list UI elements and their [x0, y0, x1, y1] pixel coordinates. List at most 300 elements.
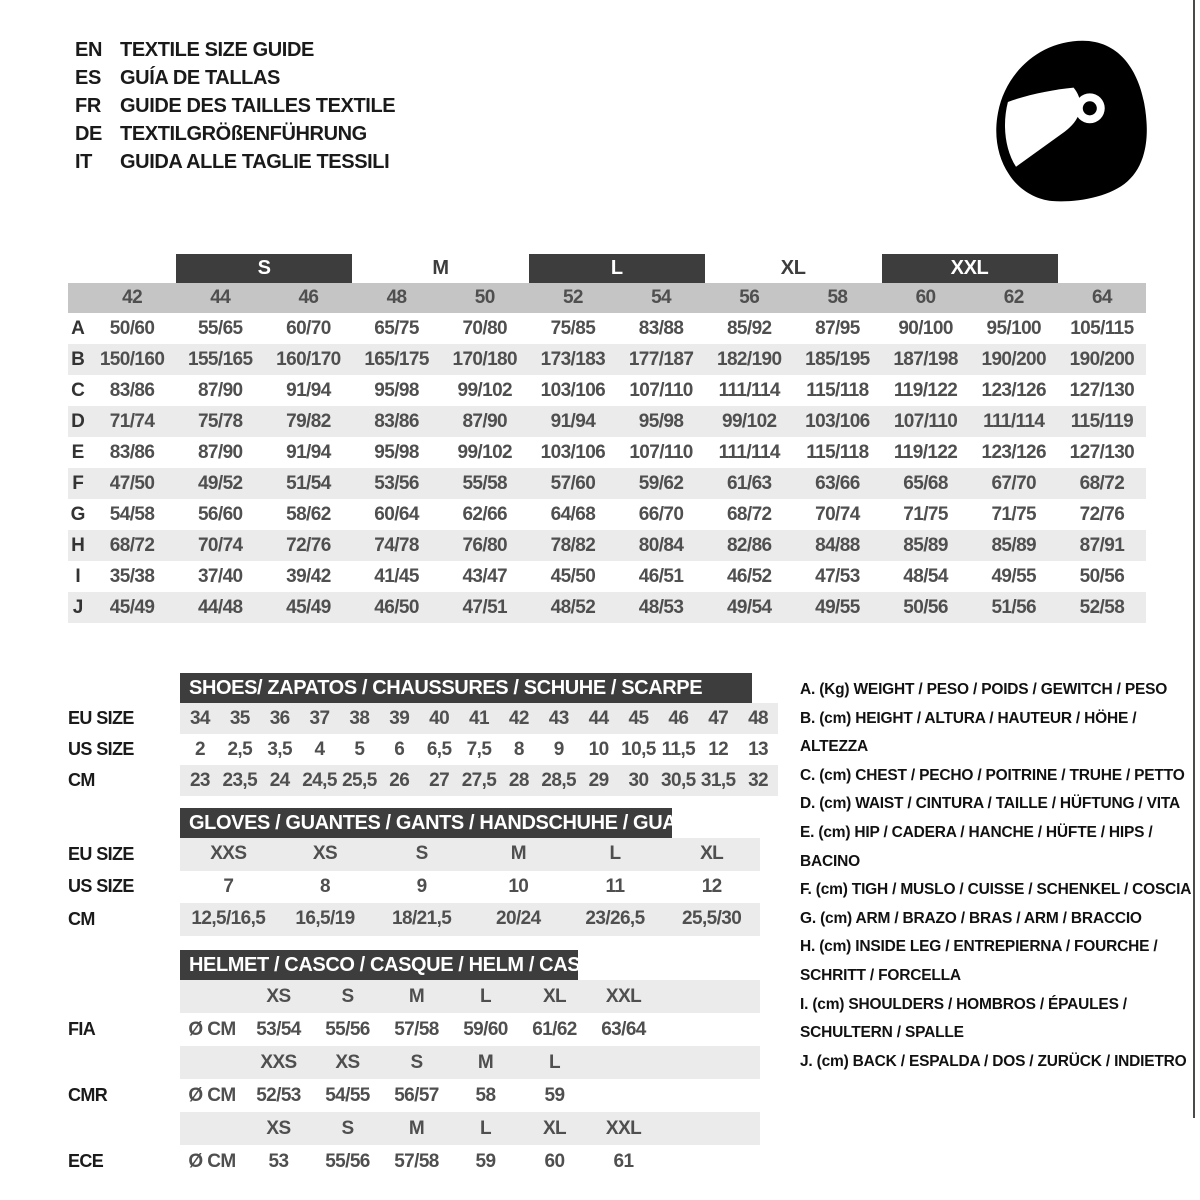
shoes-size-cell: 25,5: [342, 769, 377, 791]
legend-entry: G. (cm) ARM / BRAZO / BRAS / ARM / BRACCIO: [800, 909, 1142, 927]
gloves-size-cell: 25,5/30: [682, 908, 742, 930]
size-cell: 61/63: [726, 472, 772, 494]
size-cell: 111/114: [718, 441, 780, 463]
gloves-size-cell: 20/24: [496, 908, 541, 930]
size-cell: 71/75: [903, 503, 948, 525]
size-cell: 103/106: [805, 410, 870, 432]
size-cell: 47/50: [109, 472, 155, 494]
gloves-size-cell: M: [510, 843, 526, 865]
helmet-row-label: CMR: [68, 1085, 108, 1105]
gloves-size-cell: 12: [701, 875, 722, 897]
gloves-table-title: GLOVES / GUANTES / GANTS / HANDSCHUHE / GUANTI: [180, 808, 672, 838]
gloves-size-cell: XL: [700, 843, 724, 865]
helmet-unit-cell: Ø CM: [188, 1018, 236, 1040]
size-cell: 60/70: [286, 317, 331, 339]
size-column-header: 56: [739, 287, 760, 308]
shoes-size-cell: 46: [668, 707, 689, 729]
helmet-size-cell: M: [408, 985, 425, 1007]
size-cell: 107/110: [893, 410, 958, 432]
shoes-size-cell: 2: [194, 738, 205, 760]
helmet-size-cell: 59/60: [463, 1018, 508, 1040]
language-title: GUÍA DE TALLAS: [120, 66, 280, 89]
size-cell: 58/62: [286, 503, 331, 525]
shoes-size-cell: 8: [513, 738, 524, 760]
gloves-rows: [68, 838, 848, 936]
size-cell: 91/94: [286, 379, 331, 401]
gloves-size-cell: 18/21,5: [392, 908, 452, 930]
helmet-size-cell: 59: [475, 1150, 496, 1172]
size-table-row: [68, 499, 1146, 530]
legend-entry: E. (cm) HIP / CADERA / HANCHE / HÜFTE / HIPS / BACINO: [800, 823, 1153, 870]
helmet-size-cell: L: [479, 985, 491, 1007]
gloves-row: [68, 903, 848, 936]
size-cell: 170/180: [452, 348, 517, 370]
size-cell: 57/60: [550, 472, 596, 494]
helmet-size-cell: 61: [613, 1150, 634, 1172]
shoes-size-cell: 39: [389, 707, 410, 729]
shoes-size-cell: 36: [269, 707, 290, 729]
size-cell: 71/74: [109, 410, 155, 432]
size-cell: 54/58: [109, 503, 155, 525]
measurement-legend: [800, 676, 1196, 1076]
shoes-size-cell: 41: [469, 707, 489, 729]
size-column-header: 60: [915, 287, 936, 308]
size-table-row: [68, 561, 1146, 592]
gloves-size-cell: 7: [223, 875, 234, 897]
shoes-size-cell: 26: [389, 769, 410, 791]
legend-entry: D. (cm) WAIST / CINTURA / TAILLE / HÜFTUNG / VITA: [800, 795, 1180, 813]
size-cell: 48/53: [638, 596, 684, 618]
shoes-size-cell: 38: [349, 707, 370, 729]
size-cell: 64/68: [550, 503, 596, 525]
shoes-size-cell: 23,5: [222, 769, 258, 791]
size-table-row: [68, 530, 1146, 561]
shoes-rows: [68, 703, 848, 796]
helmet-size-cell: 57/58: [394, 1150, 439, 1172]
size-cell: 103/106: [540, 379, 606, 401]
size-cell: 75/78: [197, 410, 243, 432]
size-cell: 123/126: [981, 441, 1046, 463]
row-label: D: [71, 410, 85, 432]
shoes-size-cell: 4: [314, 738, 325, 760]
size-cell: 87/90: [197, 441, 243, 463]
textile-size-table: [68, 254, 1146, 623]
size-cell: 127/130: [1069, 379, 1135, 401]
legend-entry: I. (cm) SHOULDERS / HOMBROS / ÉPAULES / SCHULTERN / SPALLE: [800, 995, 1127, 1042]
row-label: I: [75, 565, 81, 587]
size-column-header: 42: [122, 287, 143, 308]
shoes-row: [68, 734, 848, 765]
helmet-size-cell: 55/56: [325, 1150, 370, 1172]
helmet-size-cell: XS: [266, 1117, 291, 1139]
size-column-header: 62: [1003, 287, 1024, 308]
shoes-row-label: CM: [68, 770, 95, 790]
shoes-size-cell: 6: [394, 738, 405, 760]
size-table-row: [68, 406, 1146, 437]
size-cell: 91/94: [286, 441, 331, 463]
shoes-row: [68, 765, 848, 796]
helmet-unit-cell: Ø CM: [188, 1084, 236, 1106]
size-column-header: 52: [562, 287, 583, 308]
size-cell: 190/200: [981, 348, 1046, 370]
size-cell: 62/66: [462, 503, 508, 525]
size-cell: 65/68: [903, 472, 948, 494]
language-code: FR: [75, 94, 101, 117]
row-label: A: [71, 317, 85, 339]
shoes-size-cell: 37: [309, 707, 330, 729]
size-cell: 46/51: [638, 565, 684, 587]
size-cell: 51/56: [991, 596, 1037, 618]
shoes-size-cell: 11,5: [661, 738, 696, 760]
size-cell: 99/102: [457, 379, 512, 401]
helmet-row-values: [180, 1013, 760, 1046]
size-cell: 72/76: [286, 534, 331, 556]
helmet-table-title: HELMET / CASCO / CASQUE / HELM / CASCO: [180, 950, 578, 980]
size-cell: 91/94: [550, 410, 596, 432]
language-item: [75, 148, 395, 176]
shoes-size-cell: 24,5: [302, 769, 337, 791]
scan-edge-line: [1193, 0, 1195, 1118]
size-cell: 85/89: [903, 534, 948, 556]
gloves-row-label: EU SIZE: [68, 843, 134, 864]
size-band-m: M: [432, 257, 449, 279]
size-cell: 48/52: [550, 596, 596, 618]
size-cell: 66/70: [638, 503, 684, 525]
gloves-size-table: [68, 808, 848, 938]
helmet-size-cell: L: [479, 1117, 491, 1139]
size-cell: 115/118: [806, 379, 869, 401]
size-cell: 37/40: [197, 565, 243, 587]
size-cell: 83/86: [109, 379, 155, 401]
helmet-size-cell: 56/57: [394, 1084, 439, 1106]
helmet-size-cell: XXS: [260, 1051, 297, 1073]
language-title: TEXTILE SIZE GUIDE: [120, 38, 314, 61]
shoes-size-cell: 6,5: [426, 738, 452, 760]
shoes-table-title: SHOES/ ZAPATOS / CHAUSSURES / SCHUHE / SCARPE: [180, 673, 752, 703]
helmet-size-cell: M: [408, 1117, 425, 1139]
size-cell: 76/80: [462, 534, 508, 556]
shoes-size-table: [68, 673, 848, 798]
helmet-row-label: FIA: [68, 1019, 96, 1039]
helmet-size-cell: S: [341, 1117, 354, 1139]
shoes-size-cell: 24: [269, 769, 290, 791]
size-cell: 95/100: [986, 317, 1041, 339]
size-cell: 43/47: [462, 565, 508, 587]
size-cell: 85/89: [991, 534, 1037, 556]
shoes-size-cell: 9: [553, 738, 564, 760]
row-label: G: [70, 503, 86, 525]
legend-entry: H. (cm) INSIDE LEG / ENTREPIERNA / FOURCHE / SCHRITT / FORCELLA: [800, 938, 1158, 984]
shoes-size-cell: 31,5: [700, 769, 736, 791]
size-cell: 65/75: [374, 317, 419, 339]
helmet-size-cell: S: [410, 1051, 423, 1073]
shoes-row-label: EU SIZE: [68, 708, 134, 728]
helmet-size-cell: 59: [544, 1084, 565, 1106]
size-cell: 50/56: [1079, 565, 1125, 587]
size-table-row: [68, 592, 1146, 623]
size-cell: 87/90: [197, 379, 243, 401]
language-item: [75, 64, 395, 92]
shoes-size-cell: 43: [548, 707, 569, 729]
row-label: J: [72, 596, 84, 618]
helmet-unit-cell: Ø CM: [188, 1150, 236, 1172]
size-cell: 107/110: [629, 441, 693, 463]
size-cell: 49/55: [991, 565, 1037, 587]
row-label: H: [71, 534, 85, 556]
size-column-header: 48: [386, 287, 407, 308]
language-title: GUIDA ALLE TAGLIE TESSILI: [120, 150, 390, 173]
helmet-size-cell: 53/54: [256, 1018, 301, 1040]
size-column-header: 46: [298, 287, 319, 308]
helmet-rows: [68, 980, 848, 1178]
size-cell: 68/72: [109, 534, 155, 556]
size-cell: 119/122: [893, 441, 958, 463]
shoes-size-cell: 27,5: [461, 769, 497, 791]
language-title: TEXTILGRÖßENFÜHRUNG: [120, 122, 367, 145]
language-code: IT: [75, 150, 92, 173]
size-cell: 45/49: [109, 596, 155, 618]
shoes-size-cell: 28,5: [541, 769, 577, 791]
legend-entry: A. (Kg) WEIGHT / PESO / POIDS / GEWITCH / PESO: [800, 681, 1168, 698]
language-title: GUIDE DES TAILLES TEXTILE: [120, 94, 396, 117]
helmet-size-cell: 61/62: [532, 1018, 577, 1040]
row-label: E: [71, 441, 85, 463]
size-cell: 79/82: [286, 410, 331, 432]
helmet-size-cell: 60: [544, 1150, 565, 1172]
size-cell: 55/58: [462, 472, 508, 494]
helmet-row-values: [180, 1046, 760, 1079]
size-cell: 68/72: [1079, 472, 1125, 494]
gloves-row-values: [180, 838, 760, 871]
size-column-header: 44: [210, 287, 231, 308]
size-table-row: [68, 468, 1146, 499]
size-table-row: [68, 313, 1146, 344]
shoes-size-cell: 47: [708, 707, 729, 729]
legend-entry: J. (cm) BACK / ESPALDA / DOS / ZURÜCK / INDIETRO: [800, 1052, 1187, 1070]
language-item: [75, 36, 395, 64]
shoes-size-cell: 10,5: [621, 738, 656, 760]
size-column-header: 54: [651, 287, 672, 308]
shoes-size-cell: 5: [354, 738, 365, 760]
language-item: [75, 92, 395, 120]
size-cell: 80/84: [638, 534, 684, 556]
size-cell: 45/49: [286, 596, 331, 618]
helmet-row-values: [180, 1145, 760, 1178]
helmet-size-cell: XS: [335, 1051, 360, 1073]
size-table-row: [68, 375, 1146, 406]
gloves-size-cell: XS: [312, 843, 338, 865]
helmet-row-label: ECE: [68, 1151, 104, 1171]
racing-helmet-icon: [975, 30, 1165, 210]
size-table-row: [68, 344, 1146, 375]
size-band-row: [68, 254, 1146, 283]
size-cell: 123/126: [981, 379, 1046, 401]
size-cell: 95/98: [374, 441, 419, 463]
gloves-row-label: CM: [68, 908, 95, 929]
shoes-size-cell: 3,5: [267, 738, 292, 760]
size-cell: 53/56: [374, 472, 419, 494]
size-cell: 49/52: [197, 472, 243, 494]
helmet-size-cell: 63/64: [601, 1018, 646, 1040]
size-cell: 56/60: [197, 503, 243, 525]
helmet-size-cell: 57/58: [394, 1018, 439, 1040]
gloves-row: [68, 871, 848, 904]
size-cell: 47/53: [815, 565, 860, 587]
size-cell: 84/88: [815, 534, 860, 556]
size-cell: 111/114: [718, 379, 780, 401]
helmet-size-cell: L: [548, 1051, 560, 1073]
size-cell: 44/48: [197, 596, 243, 618]
size-cell: 190/200: [1069, 348, 1135, 370]
size-cell: 83/88: [638, 317, 684, 339]
size-cell: 71/75: [991, 503, 1037, 525]
helmet-row: [68, 1046, 848, 1079]
size-cell: 82/86: [726, 534, 772, 556]
shoes-size-cell: 35: [229, 707, 250, 729]
helmet-row-values: [180, 1079, 760, 1112]
size-cell: 115/119: [1070, 410, 1134, 432]
size-cell: 99/102: [721, 410, 777, 432]
language-code: DE: [75, 122, 102, 145]
size-band-xxl: XXL: [882, 254, 1058, 283]
size-column-header: 50: [474, 287, 495, 308]
size-cell: 127/130: [1069, 441, 1135, 463]
shoes-size-cell: 29: [588, 769, 609, 791]
size-cell: 173/183: [540, 348, 606, 370]
size-cell: 105/115: [1070, 317, 1134, 339]
gloves-row-values: [180, 871, 760, 904]
gloves-size-cell: 12,5/16,5: [191, 908, 266, 930]
row-label: C: [71, 379, 85, 401]
size-cell: 165/175: [364, 348, 429, 370]
size-cell: 90/100: [898, 317, 953, 339]
shoes-size-cell: 42: [508, 707, 529, 729]
helmet-size-cell: 58: [475, 1084, 496, 1106]
size-cell: 85/92: [726, 317, 772, 339]
helmet-size-table: [68, 950, 848, 1180]
helmet-size-cell: XL: [542, 985, 567, 1007]
size-band-xl: XL: [780, 257, 806, 279]
shoes-size-cell: 23: [189, 769, 210, 791]
size-column-header: 58: [827, 287, 848, 308]
size-cell: 46/50: [374, 596, 419, 618]
shoes-row-values: [180, 703, 778, 734]
size-cell: 35/38: [109, 565, 155, 587]
gloves-size-cell: S: [415, 843, 428, 865]
row-label: F: [72, 472, 84, 494]
shoes-size-cell: 45: [628, 707, 649, 729]
size-cell: 49/54: [726, 596, 772, 618]
size-cell: 182/190: [717, 348, 782, 370]
shoes-size-cell: 2,5: [227, 738, 253, 760]
helmet-row: [68, 1145, 848, 1178]
shoes-size-cell: 44: [588, 707, 609, 729]
size-table-row: [68, 437, 1146, 468]
size-cell: 70/80: [462, 317, 508, 339]
helmet-size-cell: 52/53: [256, 1084, 301, 1106]
size-cell: 95/98: [638, 410, 684, 432]
size-cell: 75/85: [550, 317, 596, 339]
shoes-size-cell: 30: [628, 769, 649, 791]
helmet-size-cell: S: [341, 985, 354, 1007]
size-cell: 74/78: [374, 534, 419, 556]
shoes-size-cell: 13: [748, 738, 769, 760]
helmet-row: [68, 1112, 848, 1145]
language-list: [75, 36, 395, 176]
size-cell: 78/82: [550, 534, 596, 556]
shoes-size-cell: 32: [748, 769, 769, 791]
size-cell: 49/55: [815, 596, 860, 618]
size-cell: 67/70: [991, 472, 1037, 494]
shoes-row-values: [180, 734, 778, 765]
size-cell: 50/56: [903, 596, 948, 618]
shoes-row-label: US SIZE: [68, 739, 134, 759]
size-cell: 70/74: [197, 534, 243, 556]
gloves-size-cell: 10: [508, 875, 529, 897]
gloves-row-values: [180, 903, 760, 936]
size-cell: 41/45: [374, 565, 419, 587]
size-cell: 39/42: [286, 565, 331, 587]
size-cell: 103/106: [540, 441, 606, 463]
legend-entry: F. (cm) TIGH / MUSLO / CUISSE / SCHENKEL / COSCIA: [800, 881, 1192, 899]
shoes-size-cell: 34: [189, 707, 210, 729]
size-cell: 52/58: [1079, 596, 1125, 618]
gloves-size-cell: 8: [320, 875, 330, 897]
size-column-header: 64: [1091, 287, 1112, 308]
size-cell: 46/52: [726, 565, 772, 587]
size-cell: 63/66: [815, 472, 860, 494]
size-table-body: [68, 313, 1146, 623]
size-cell: 99/102: [457, 441, 512, 463]
size-cell: 55/65: [197, 317, 243, 339]
helmet-size-cell: 54/55: [325, 1084, 370, 1106]
size-cell: 59/62: [638, 472, 684, 494]
helmet-row: [68, 980, 848, 1013]
language-code: EN: [75, 38, 102, 61]
gloves-size-cell: 11: [605, 875, 625, 897]
shoes-size-cell: 27: [429, 769, 450, 791]
gloves-row-label: US SIZE: [68, 876, 134, 897]
shoes-row: [68, 703, 848, 734]
helmet-size-cell: 55/56: [325, 1018, 370, 1040]
size-cell: 160/170: [276, 348, 341, 370]
row-label: B: [71, 348, 85, 370]
size-cell: 111/114: [983, 410, 1045, 432]
helmet-size-cell: M: [477, 1051, 494, 1073]
size-cell: 72/76: [1079, 503, 1125, 525]
size-cell: 87/91: [1079, 534, 1125, 556]
size-cell: 70/74: [815, 503, 860, 525]
size-cell: 68/72: [726, 503, 772, 525]
size-cell: 87/95: [815, 317, 860, 339]
shoes-size-cell: 10: [588, 738, 609, 760]
shoes-size-cell: 28: [508, 769, 529, 791]
helmet-size-cell: XXL: [605, 1117, 642, 1139]
legend-entry: B. (cm) HEIGHT / ALTURA / HAUTEUR / HÖHE / ALTEZZA: [800, 709, 1137, 756]
size-cell: 185/195: [805, 348, 870, 370]
shoes-size-cell: 12: [708, 738, 729, 760]
size-cell: 107/110: [629, 379, 693, 401]
size-cell: 83/86: [374, 410, 419, 432]
shoes-size-cell: 40: [429, 707, 450, 729]
size-cell: 95/98: [374, 379, 419, 401]
helmet-row: [68, 1079, 848, 1112]
size-cell: 60/64: [374, 503, 419, 525]
size-cell: 45/50: [550, 565, 596, 587]
shoes-row-values: [180, 765, 778, 796]
size-cell: 119/122: [893, 379, 958, 401]
size-cell: 47/51: [462, 596, 508, 618]
